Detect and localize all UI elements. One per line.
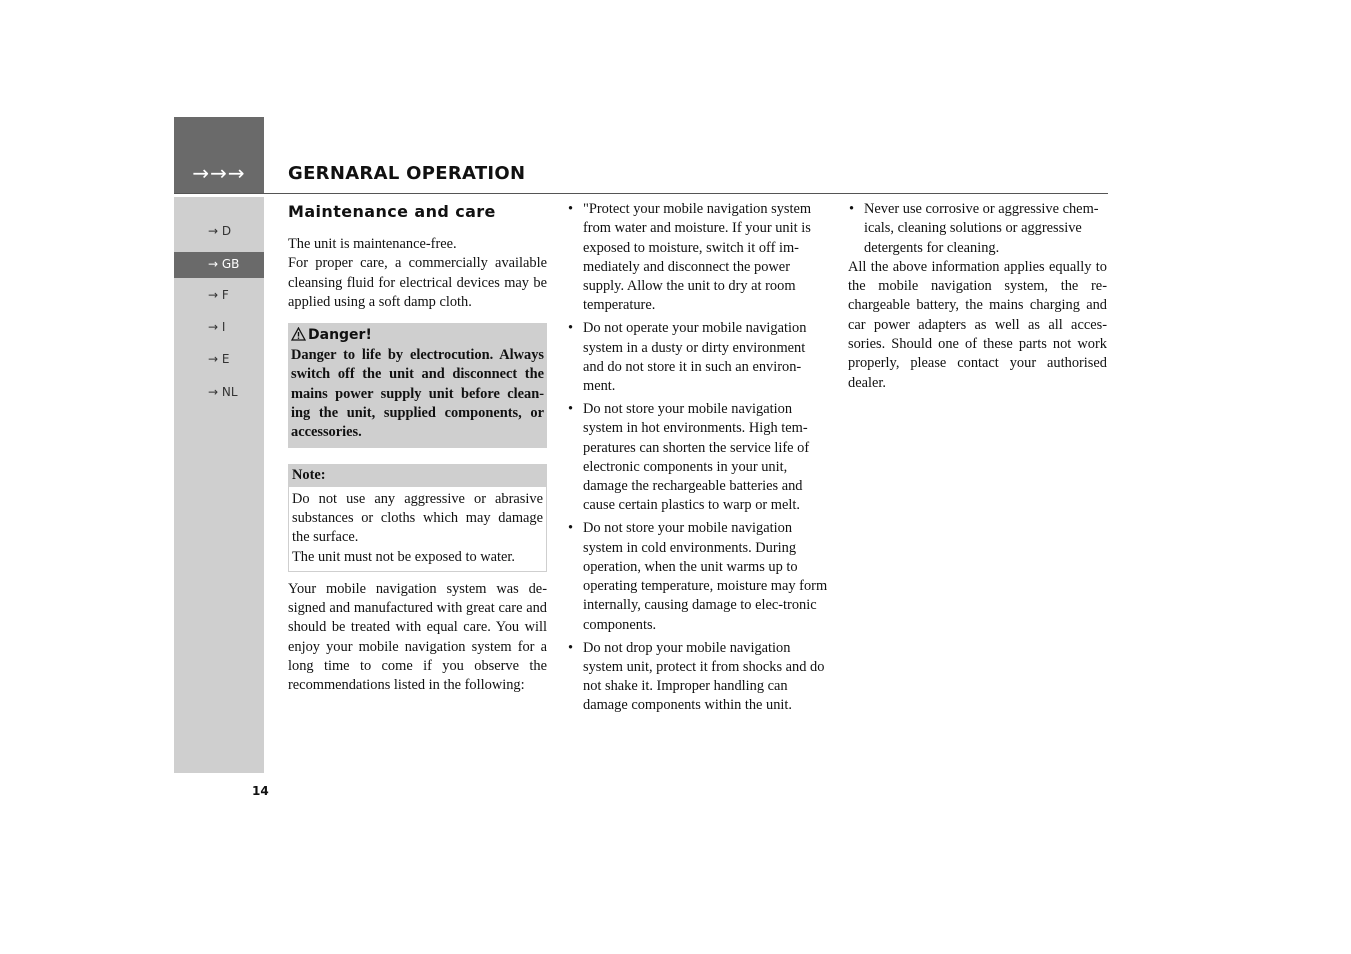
- sidebar-item-i[interactable]: [174, 315, 264, 341]
- chapter-title: GERNARAL OPERATION: [288, 163, 526, 184]
- header-arrows-icon: →→→: [192, 161, 246, 185]
- column-1: [288, 200, 547, 696]
- sidebar-item-nl[interactable]: [174, 380, 264, 406]
- care-bullet-list: [848, 200, 1107, 258]
- header-tab-block: [174, 117, 264, 193]
- note-body: [289, 487, 546, 571]
- note-box: [288, 464, 547, 572]
- list-item: • Do not store your mobile navigation system in hot environments. High tem-peratures can shorten the service life of electronic components in your unit, damage the rechargeable batteries and cause certain plastics to warp or melt.: [568, 400, 810, 514]
- note-line: Do not use any aggressive or abrasive substances or cloths which may damage the surface.: [292, 490, 543, 546]
- danger-text: Danger to life by electrocution. Always switch off the unit and disconnect the mains power supply unit before clean-ing the unit, supplied components, or accessories.: [291, 347, 544, 441]
- closing-paragraph: All the above information applies equally to the mobile navigation system, the re-chargeable battery, the mains charging and car power adapters as well as all acces-sories. Should one of these parts not work properly, please contact your authorised dealer.: [848, 258, 1107, 391]
- list-item: • Do not store your mobile navigation system in cold environments. During operation, when the unit warms up to operating temperature, moisture may form internally, causing damage to elec-tronic components.: [568, 520, 828, 633]
- sidebar-item-label: → E: [208, 352, 230, 366]
- list-item: • Do not drop your mobile navigation system unit, protect it from shocks and do not shake it. Improper handling can damage components within the unit.: [568, 639, 825, 714]
- danger-title: Danger!: [308, 327, 372, 344]
- sidebar-item-label: → GB: [208, 257, 240, 271]
- sidebar-item-d[interactable]: [174, 219, 264, 245]
- column-3: [848, 200, 1107, 393]
- care-bullet-list: [567, 200, 828, 716]
- sidebar-item-label: → NL: [208, 385, 238, 399]
- closing-paragraph: Your mobile navigation system was de-signed and manufactured with great care and should be treated with equal care. You will enjoy your mobile navigation system for a long time to come if you observe the recommendations listed in the following:: [288, 580, 547, 694]
- danger-heading: [291, 325, 544, 346]
- note-line: The unit must not be exposed to water.: [292, 548, 516, 565]
- sidebar-item-f[interactable]: [174, 283, 264, 309]
- sidebar-item-gb[interactable]: [174, 252, 264, 278]
- header-divider: [174, 193, 1108, 194]
- sidebar-item-label: → F: [208, 288, 229, 302]
- intro-line: The unit is maintenance-free.: [288, 236, 457, 252]
- list-item: • Do not operate your mobile navigation system in a dusty or dirty environment and do not store it in such an environ-ment.: [568, 320, 807, 395]
- column-2: [567, 200, 828, 719]
- sidebar-item-label: → I: [208, 320, 226, 334]
- list-item: • "Protect your mobile navigation system from water and moisture. If your unit is exposed to moisture, switch it off im-mediately and disconnect the power supply. Allow the unit to dry at room temperature.: [568, 201, 812, 314]
- section-title: Maintenance and care: [288, 202, 496, 221]
- danger-box: [288, 323, 547, 447]
- intro-paragraph: For proper care, a commercially available cleansing fluid for electrical devices may be applied using a soft damp cloth.: [288, 255, 547, 310]
- language-sidebar: [174, 197, 264, 773]
- sidebar-item-label: → D: [208, 224, 232, 238]
- sidebar-item-e[interactable]: [174, 347, 264, 373]
- list-item: • Never use corrosive or aggressive chem-icals, cleaning solutions or aggressive detergents for cleaning.: [849, 201, 1099, 256]
- warning-icon: [291, 327, 306, 348]
- page-number: 14: [252, 784, 269, 798]
- note-heading: Note:: [289, 465, 546, 487]
